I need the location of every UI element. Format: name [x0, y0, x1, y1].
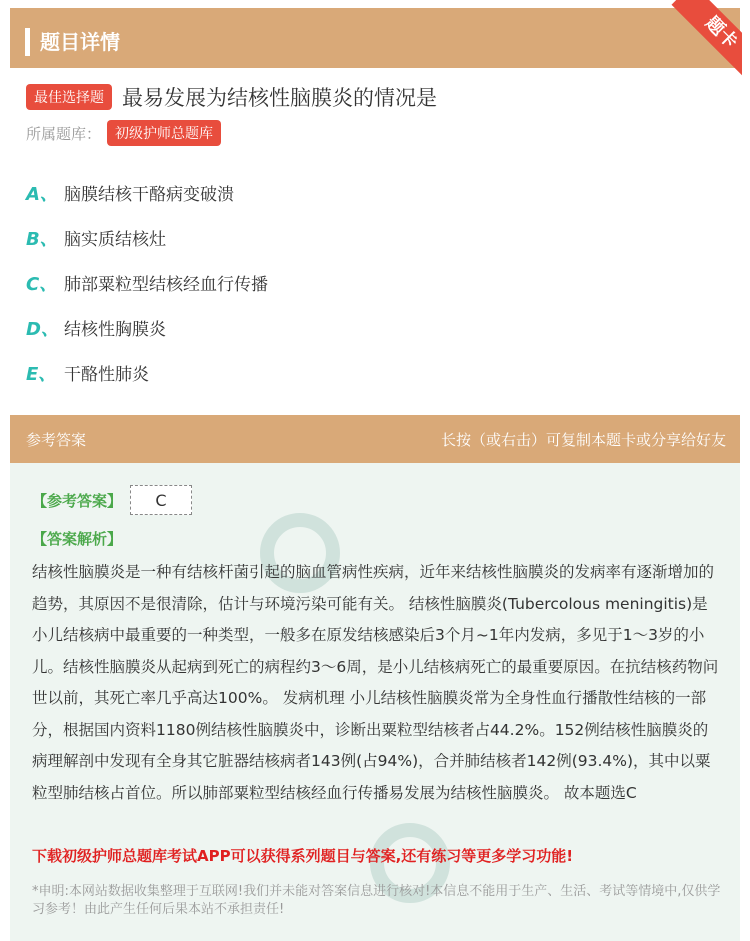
option-letter: D、 [26, 318, 59, 340]
options-list [26, 170, 268, 395]
ribbon-label: 题卡 [672, 0, 742, 80]
detail-header [10, 8, 740, 68]
option-e[interactable] [26, 350, 268, 395]
app-promo-link[interactable]: 下载初级护师总题库考试APP可以获得系列题目与答案,还有练习等更多学习功能! [32, 847, 574, 865]
disclaimer-text: *申明:本网站数据收集整理于互联网!我们并未能对答案信息进行核对!本信息不能用于生产、生活、考试等情境中,仅供学习参考！由此产生任何后果本站不承担责任! [32, 884, 721, 917]
answer-body [10, 463, 740, 941]
question-row [26, 82, 437, 112]
option-letter: B、 [26, 228, 58, 250]
option-text: 干酪性肺炎 [64, 365, 149, 385]
explanation-text: 结核性脑膜炎是一种有结核杆菌引起的脑血管病性疾病，近年来结核性脑膜炎的发病率有逐渐增加的趋势，其原因不是很清除，估计与环境污染可能有关。 结核性脑膜炎(Tubercolous meningitis)是小儿结核病中最重要的一种类型，一般多在原发结核感染后3个月~1年内发病，多见于1～3岁的小儿。结核性脑膜炎从起病到死亡的病程约3～6周，是小儿结核病死亡的最重要原因。在抗结核药物问世以前，其死亡率几乎高达100%。 发病机理 小儿结核性脑膜炎常为全身性血行播散性结核的一部分，根据国内资料1180例结核性脑膜炎中，诊断出粟粒型结核者占44.2%。152例结核性脑膜炎的病理解剖中发现有全身其它脏器结核病者143例(占94%)，合并肺结核者142例(93.4%)，其中以粟粒型肺结核占首位。所以肺部粟粒型结核经血行传播易发展为结核性脑膜炎。 故本题选C [32, 563, 719, 802]
option-text: 肺部粟粒型结核经血行传播 [64, 275, 268, 295]
answer-value: C [130, 485, 192, 515]
question-type-tag: 最佳选择题 [26, 84, 112, 110]
share-hint: 长按（或右击）可复制本题卡或分享给好友 [440, 431, 726, 449]
bank-row [26, 120, 221, 146]
answer-label: 【参考答案】 [32, 491, 123, 510]
option-a[interactable] [26, 170, 268, 215]
header-accent-bar [25, 28, 30, 56]
bank-label: 所属题库： [26, 124, 102, 143]
answer-header [10, 415, 740, 463]
option-text: 结核性胸膜炎 [64, 320, 166, 340]
question-text: 最易发展为结核性脑膜炎的情况是 [122, 86, 437, 110]
option-letter: A、 [26, 183, 58, 205]
explanation-label: 【答案解析】 [32, 530, 123, 548]
answer-header-title: 参考答案 [26, 431, 87, 449]
option-letter: E、 [26, 363, 57, 385]
option-b[interactable] [26, 215, 268, 260]
option-c[interactable] [26, 260, 268, 305]
option-text: 脑实质结核灶 [64, 230, 166, 250]
option-letter: C、 [26, 273, 58, 295]
header-title: 题目详情 [40, 30, 120, 54]
answer-line [32, 485, 192, 515]
option-text: 脑膜结核干酪病变破溃 [64, 185, 234, 205]
bank-tag[interactable]: 初级护师总题库 [107, 120, 221, 146]
option-d[interactable] [26, 305, 268, 350]
corner-ribbon [662, 0, 742, 80]
